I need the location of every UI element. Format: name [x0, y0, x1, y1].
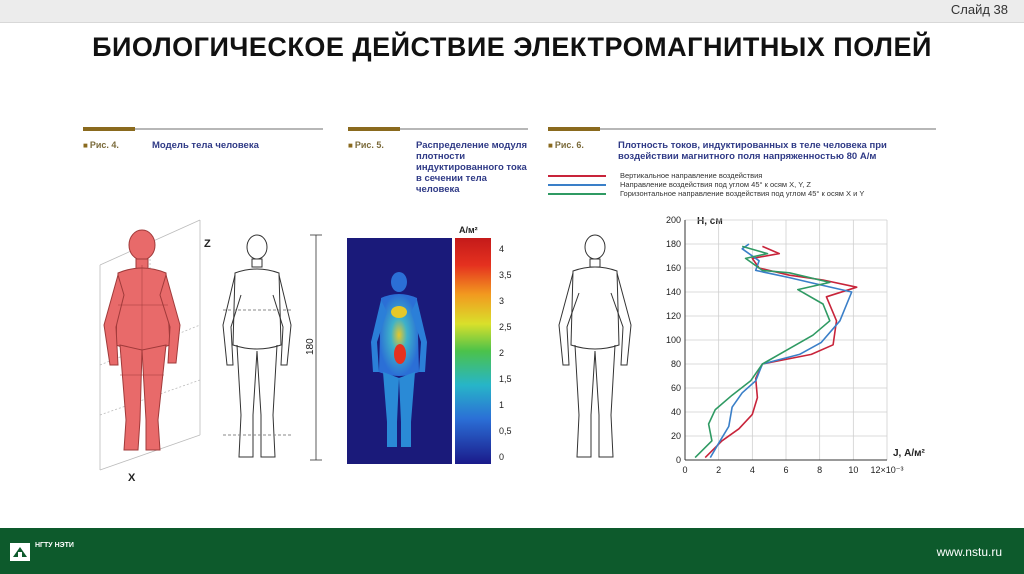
fig6-caption: Плотность токов, индуктированных в теле человека при воздействии магнитного поля напряженностью 80 А/м	[618, 140, 887, 162]
legend-swatch	[548, 193, 606, 195]
website-link[interactable]: www.nstu.ru	[936, 545, 1002, 559]
fig5-rule	[348, 128, 528, 130]
axis-x-label: X	[128, 472, 136, 484]
y-tick-label: 40	[670, 407, 681, 417]
fig5-tag: ■ Рис. 5.	[348, 140, 384, 150]
scale-tick: 2,5	[499, 322, 512, 332]
scale-unit-label: А/м²	[459, 225, 478, 235]
scale-tick: 4	[499, 244, 505, 254]
scale-tick: 0	[499, 452, 505, 462]
fig6-body-outline	[545, 225, 655, 470]
x-tick-label: 10	[848, 465, 859, 475]
fig4-rule	[83, 128, 323, 130]
y-tick-label: 0	[675, 455, 681, 465]
scale-tick: 3,5	[499, 270, 512, 280]
x-tick-label: 8	[817, 465, 823, 475]
scale-tick: 2	[499, 348, 505, 358]
fig4-tag: ■ Рис. 4.	[83, 140, 119, 150]
chart-grid	[685, 220, 887, 460]
scale-tick: 1,5	[499, 374, 512, 384]
x-tick-label: 4	[749, 465, 755, 475]
slide-title: БИОЛОГИЧЕСКОЕ ДЕЙСТВИЕ ЭЛЕКТРОМАГНИТНЫХ ПОЛЕЙ	[92, 32, 932, 62]
fig4-caption: Модель тела человека	[152, 140, 259, 151]
fig6-tag: ■ Рис. 6.	[548, 140, 584, 150]
legend-item: Направление воздействия под углом 45° к осям X, Y, Z	[548, 180, 948, 189]
y-tick-label: 60	[670, 383, 681, 393]
series-line	[705, 246, 857, 457]
scale-tick-labels	[499, 244, 512, 462]
chart-legend	[548, 171, 948, 198]
fig6-rule	[548, 128, 936, 130]
x-tick-label: 6	[783, 465, 789, 475]
x-tick-label: 12×10⁻³	[870, 465, 904, 475]
x-tick-label: 2	[716, 465, 722, 475]
body-model-figure	[80, 205, 330, 485]
slide-number: Слайд 38	[950, 2, 1008, 17]
nstu-logo-icon	[10, 543, 30, 561]
legend-swatch	[548, 175, 606, 177]
y-tick-label: 180	[665, 239, 681, 249]
axis-z-label: Z	[204, 238, 211, 250]
y-tick-label: 80	[670, 359, 681, 369]
chart-lines	[695, 244, 857, 458]
y-tick-label: 160	[665, 263, 681, 273]
color-scale	[455, 238, 491, 464]
chart-x-label: J, А/м²	[893, 448, 925, 459]
y-tick-label: 100	[665, 335, 681, 345]
chart-y-label: H, см	[697, 216, 723, 227]
series-line	[710, 244, 851, 458]
current-density-figure	[347, 222, 527, 467]
fig5-caption: Распределение модуля плотности индуктированного тока в сечении тела человека	[416, 140, 528, 195]
y-tick-label: 20	[670, 431, 681, 441]
scale-tick: 3	[499, 296, 505, 306]
x-tick-label: 0	[682, 465, 688, 475]
footer	[0, 528, 1024, 574]
scale-tick: 0,5	[499, 426, 512, 436]
y-tick-label: 120	[665, 311, 681, 321]
height-dimension: 180	[305, 338, 316, 355]
y-tick-label: 200	[665, 215, 681, 225]
legend-item: Вертикальное направление воздействия	[548, 171, 948, 180]
scale-tick: 1	[499, 400, 505, 410]
legend-swatch	[548, 184, 606, 186]
top-bar	[0, 0, 1024, 23]
y-tick-label: 140	[665, 287, 681, 297]
series-line	[695, 246, 830, 457]
current-density-chart	[655, 208, 945, 483]
body-outline	[223, 235, 293, 457]
logo-text: НГТУ НЭТИ	[35, 542, 74, 549]
legend-item: Горизонтальное направление воздействия под углом 45° к осям X и Y	[548, 189, 948, 198]
